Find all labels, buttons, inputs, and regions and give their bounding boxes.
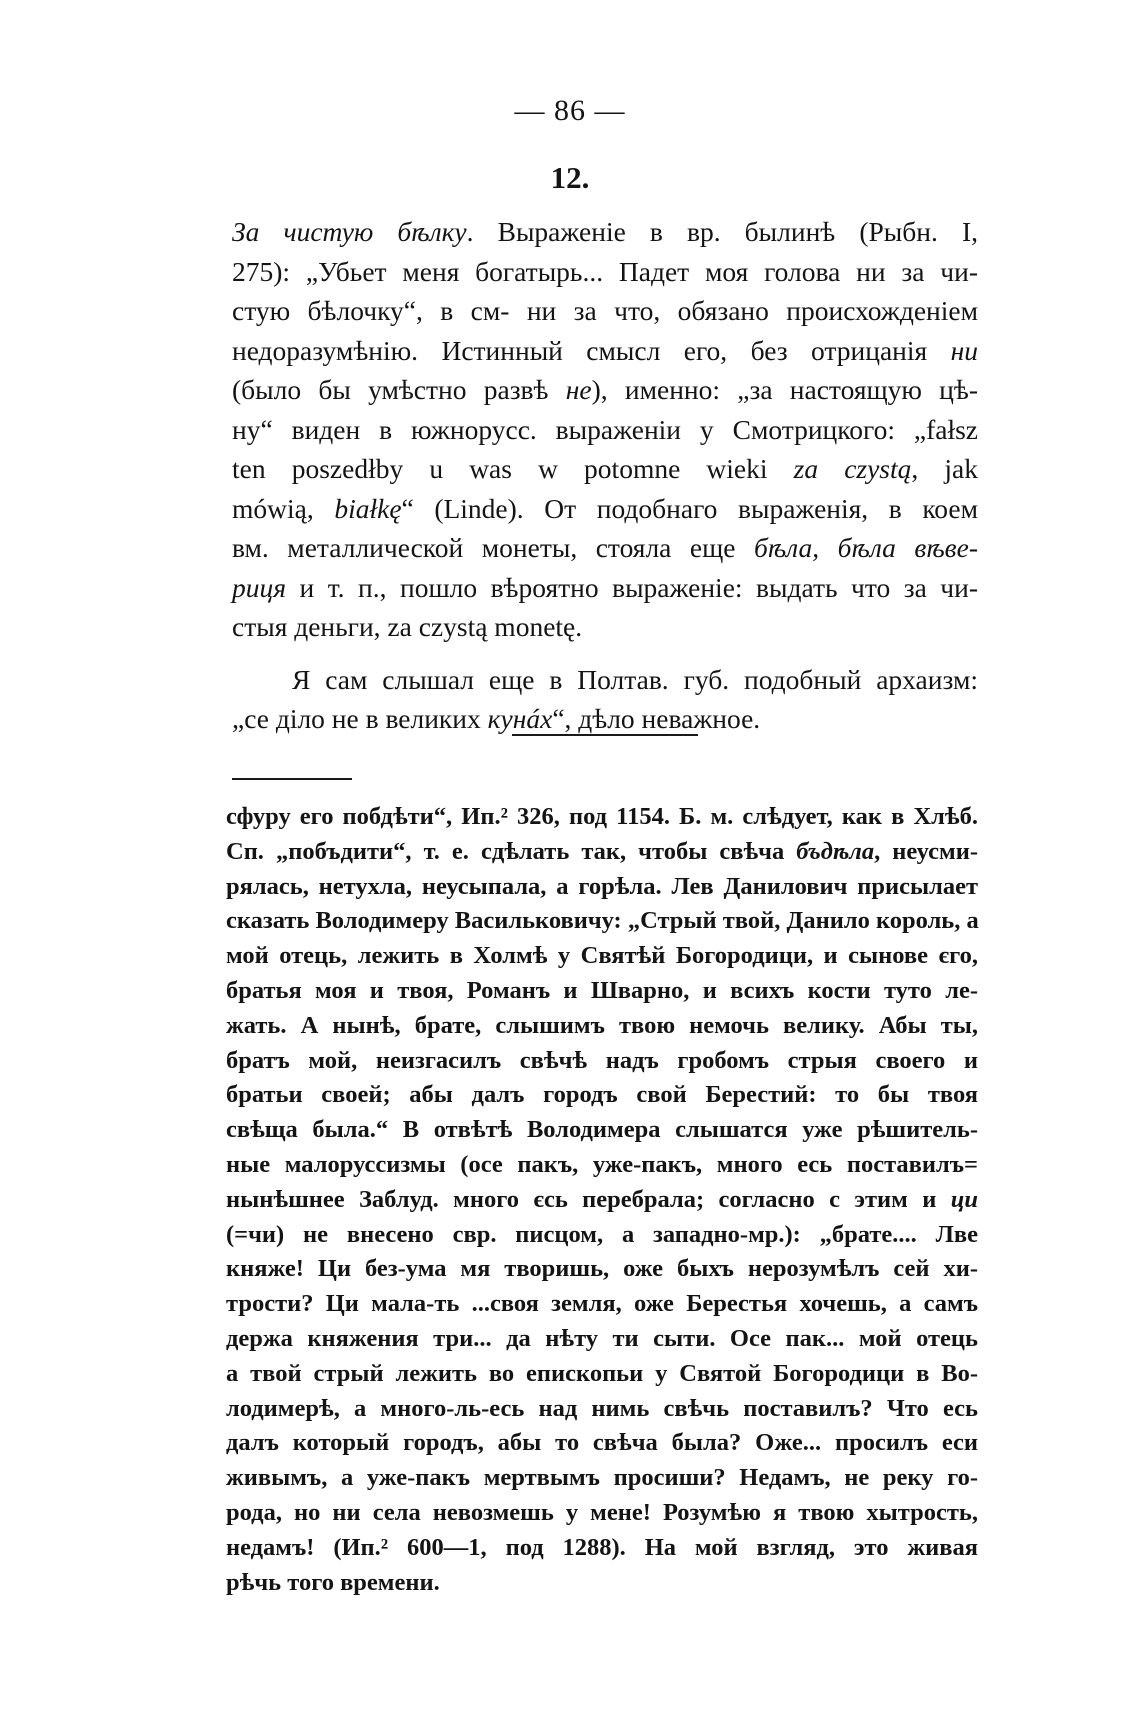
footnote-line bbox=[226, 1496, 978, 1531]
text-run: ten poszedłby u was w potomne wieki bbox=[232, 453, 794, 484]
footnote-line bbox=[226, 1392, 978, 1427]
main-line bbox=[232, 449, 978, 489]
main-line bbox=[232, 291, 978, 331]
text-run: стую бѣлочку“, в см- ни за что, обязано происхожденіем bbox=[232, 295, 978, 326]
footnote-line bbox=[226, 1078, 978, 1113]
footnote-line bbox=[226, 835, 978, 870]
text-run: недамъ! (Ип.² 600—1, под 1288). На мой взгляд, это живая bbox=[226, 1533, 978, 1561]
footnote-line bbox=[226, 1183, 978, 1218]
text-run: рѣчь того времени. bbox=[226, 1568, 440, 1596]
main-text bbox=[232, 212, 978, 739]
footnote-line bbox=[226, 1252, 978, 1287]
italic-text: За чистую бѣлку bbox=[232, 216, 467, 247]
italic-text: кунáх bbox=[487, 703, 553, 734]
footnote-line bbox=[226, 1148, 978, 1183]
main-line bbox=[232, 568, 978, 608]
footnote-line bbox=[226, 1566, 978, 1601]
text-run: “ (Linde). От подобнаго выраженія, в коем bbox=[401, 492, 978, 524]
text-run: сфуру его побдѣти“, Ип.² 326, под 1154. Б. м. слѣдует, как в Хлѣб. bbox=[226, 803, 978, 830]
footnote-text bbox=[226, 800, 978, 1600]
main-line bbox=[232, 410, 978, 450]
text-run: стыя деньги, za czystą monetę. bbox=[232, 611, 583, 642]
footnote-line bbox=[226, 800, 978, 835]
text-run: ные малоруссизмы (осе пакъ, уже-пакъ, много есь поставилъ= bbox=[226, 1150, 978, 1178]
text-run: , jak bbox=[911, 453, 978, 484]
text-run: братьи своей; абы далъ городъ свой Берестий: то бы твоя bbox=[226, 1081, 978, 1109]
text-run: 275): „Убьет меня богатырь... Падет моя голова ни за чи- bbox=[232, 255, 978, 287]
footnote-line bbox=[226, 1287, 978, 1322]
section-divider bbox=[512, 734, 698, 736]
text-run: недоразумѣнію. Истинный смысл его, без отрицанія bbox=[232, 334, 951, 366]
italic-text: za czystą bbox=[793, 453, 912, 484]
footnote-line bbox=[226, 870, 978, 905]
section-number: 12. bbox=[550, 160, 590, 195]
main-line bbox=[232, 331, 978, 371]
footnote-line bbox=[226, 904, 978, 939]
footnote-line bbox=[226, 1009, 978, 1044]
text-run: „се діло не в великих bbox=[232, 703, 488, 734]
italic-text: бѣла, бѣла вѣве- bbox=[754, 532, 978, 563]
text-run: Я сам слышал еще в Полтав. губ. подобный архаизм: bbox=[292, 663, 978, 695]
text-run: свѣща была.“ В отвѣтѣ Володимера слышатся уже рѣшитель- bbox=[226, 1116, 978, 1144]
text-run: сказать Володимеру Васильковичу: „Стрый твой, Данило король, а bbox=[226, 907, 979, 935]
italic-text: бъдѣла bbox=[796, 837, 875, 865]
text-run: братья моя и твоя, Романъ и Шварно, и всихъ кости туто ле- bbox=[226, 976, 978, 1004]
text-run: а твой стрый лежить во епископьи у Святой Богородици в Во- bbox=[226, 1359, 978, 1387]
text-run: живымъ, а уже-пакъ мертвымъ просиши? Недамъ, не реку го- bbox=[226, 1464, 978, 1492]
text-run: жать. А нынѣ, брате, слышимъ твою немочь велику. Абы ты, bbox=[226, 1011, 978, 1039]
text-run: далъ который городъ, абы то свѣча была? Оже... просилъ еси bbox=[226, 1429, 978, 1457]
text-run: трости? Ци мала-ть ...своя земля, оже Берестья хочешь, а самъ bbox=[226, 1290, 978, 1318]
footnote-line bbox=[226, 1113, 978, 1148]
italic-text: риця bbox=[232, 571, 287, 603]
text-run: вм. металлической монеты, стояла еще bbox=[232, 532, 754, 563]
italic-text: ни bbox=[950, 334, 978, 366]
text-run: княже! Ци без-ума мя творишь, оже быхъ нерозумѣлъ сей хи- bbox=[226, 1255, 978, 1283]
footnote-line bbox=[226, 1426, 978, 1461]
text-run: держа княжения три... да нѣту ти сыти. Осе пак... мой отець bbox=[226, 1324, 978, 1352]
main-line bbox=[232, 370, 978, 410]
italic-text: ци bbox=[950, 1185, 978, 1213]
text-run: братъ мой, неизгасилъ свѣчѣ надъ гробомъ стрыя своего и bbox=[226, 1046, 978, 1074]
footnote-line bbox=[226, 1044, 978, 1079]
footnote-line bbox=[226, 1531, 978, 1566]
main-line bbox=[232, 212, 978, 252]
italic-text: białkę bbox=[334, 492, 402, 524]
main-line bbox=[232, 699, 978, 739]
footnote-line bbox=[226, 974, 978, 1009]
main-line bbox=[232, 489, 978, 529]
text-run: , неусми- bbox=[874, 837, 978, 865]
text-run: “, дѣло неважное. bbox=[552, 703, 761, 734]
main-line bbox=[232, 607, 978, 647]
footnote-line bbox=[226, 939, 978, 974]
text-run: рялась, нетухла, неусыпала, а горѣла. Лев Данилович присылает bbox=[226, 872, 978, 900]
footnote-line bbox=[226, 1218, 978, 1253]
text-run: (было бы умѣстно развѣ bbox=[232, 374, 566, 405]
italic-text: не bbox=[565, 374, 592, 405]
text-run: и т. п., пошло вѣроятно выраженіе: выдать что за чи- bbox=[286, 571, 978, 603]
main-line bbox=[232, 660, 978, 700]
text-run: ), именно: „за настоящую цѣ- bbox=[591, 374, 978, 405]
main-line bbox=[232, 252, 978, 292]
text-run: мой отець, лежить в Холмѣ у Святѣй Богородици, и сынове єго, bbox=[226, 942, 978, 970]
page-number: — 86 — bbox=[514, 94, 626, 127]
footnote-separator bbox=[232, 778, 352, 780]
footnote-line bbox=[226, 1322, 978, 1357]
text-run: ну“ виден в южнорусс. выраженіи у Смотрицкого: „fałsz bbox=[232, 413, 978, 445]
text-run: Сп. „побъдити“, т. е. сдѣлать так, чтобы свѣча bbox=[226, 837, 797, 865]
footnote-line bbox=[226, 1461, 978, 1496]
main-line bbox=[232, 528, 978, 568]
text-run: рода, но ни села невозмешь у мене! Розумѣю я твою хытрость, bbox=[226, 1498, 978, 1526]
text-run: . Выраженіе в вр. былинѣ (Рыбн. I, bbox=[466, 216, 978, 247]
text-run: нынѣшнее Заблуд. много єсь перебрала; согласно с этим и bbox=[226, 1185, 951, 1213]
text-run: (=чи) не внесено свр. писцом, а западно-мр.): „брате.... Лве bbox=[226, 1220, 978, 1248]
text-run: mówią, bbox=[232, 492, 335, 524]
text-run: лодимерѣ, а много-ль-есь над нимь свѣчь поставилъ? Что есь bbox=[226, 1394, 978, 1422]
footnote-line bbox=[226, 1357, 978, 1392]
